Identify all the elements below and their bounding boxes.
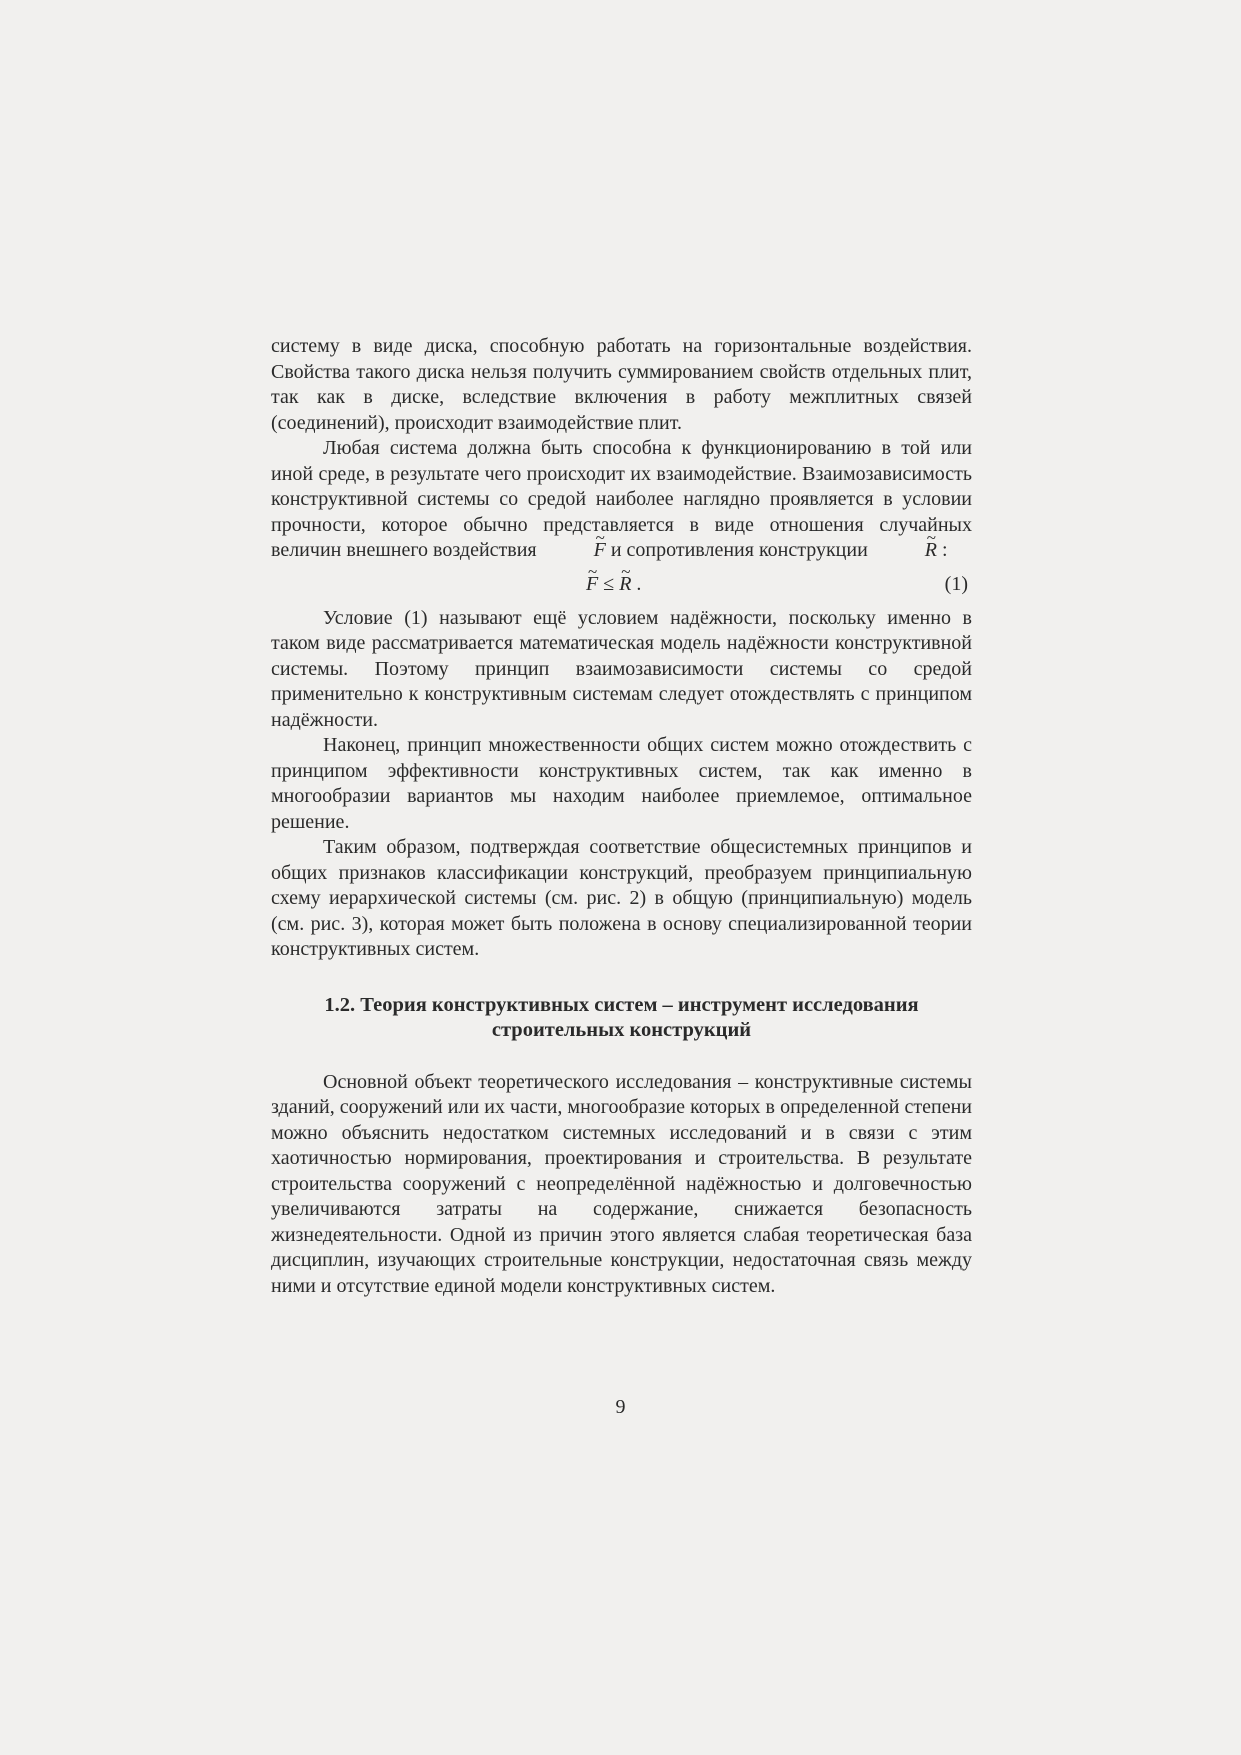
equation-number: (1) [944, 572, 968, 595]
paragraph-reliability-condition: Условие (1) называют ещё условием надёжности, поскольку именно в таком виде рассматривается математическая модель надёжности конструктивной системы. Поэтому принцип взаимозависимости системы со средой применительно к конструктивным системам следует отождествлять с принципом надёжности. [271, 606, 972, 731]
equation-operator: ≤ [603, 572, 615, 595]
section-heading-line-1: 1.2. Теория конструктивных систем – инструмент исследования [324, 993, 919, 1016]
page-number: 9 [615, 1396, 626, 1418]
page-body [271, 334, 972, 1299]
section-heading [271, 993, 972, 1044]
equation-terminator: . [636, 572, 642, 595]
variable-r: ~ R [873, 538, 937, 564]
paragraph-system-environment [271, 436, 972, 564]
paragraph-disk-system: систему в виде диска, способную работать на горизонтальные воздействия. Свойства такого диска нельзя получить суммированием свойств отдельных плит, так как в диске, вследствие включения в работу межплитных связей (соединений), происходит взаимодействие плит. [271, 335, 972, 434]
equation-right-var: ~ R [619, 572, 631, 598]
paragraph-system-environment-mid: и сопротивления конструкции [610, 539, 868, 561]
equation-1 [271, 568, 972, 604]
equation-expression [586, 572, 641, 598]
paragraph-research-object: Основной объект теоретического исследования – конструктивные системы зданий, сооружений или их части, многообразие которых в определенной степени можно объяснить недостатком системных исследований и в связи с этим хаотичностью нормирования, проектирования и строительства. В результате строительства сооружений с неопределённой надёжностью и долговечностью увеличиваются затраты на содержание, снижается безопасность жизнедеятельности. Одной из причин этого является слабая теоретическая база дисциплин, изучающих строительные конструкции, недостаточная связь между ними и отсутствие единой модели конструктивных систем. [271, 1070, 972, 1297]
paragraph-general-model: Таким образом, подтверждая соответствие общесистемных принципов и общих признаков классификации конструкций, преобразуем принципиальную схему иерархической системы (см. рис. 2) в общую (принципиальную) модель (см. рис. 3), которая может быть положена в основу специализированной теории конструктивных систем. [271, 836, 972, 960]
paragraph-multiplicity-principle: Наконец, принцип множественности общих систем можно отождествить с принципом эффективности конструктивных систем, так как именно в многообразии вариантов мы находим наиболее приемлемое, оптимальное решение. [271, 734, 972, 833]
equation-left-var: ~ F [586, 572, 598, 598]
variable-f: ~ F [542, 538, 606, 564]
paragraph-system-environment-end: : [942, 539, 948, 561]
section-heading-line-2: строительных конструкций [491, 1019, 752, 1041]
paragraph-system-environment-text: Любая система должна быть способна к функционированию в той или иной среде, в результате чего происходит их взаимодействие. Взаимозависимость конструктивной системы со средой наиболее наглядно проявляется в условии прочности, которое обычно представляется в виде отношения случайных величин внешнего воздействия [271, 437, 972, 561]
